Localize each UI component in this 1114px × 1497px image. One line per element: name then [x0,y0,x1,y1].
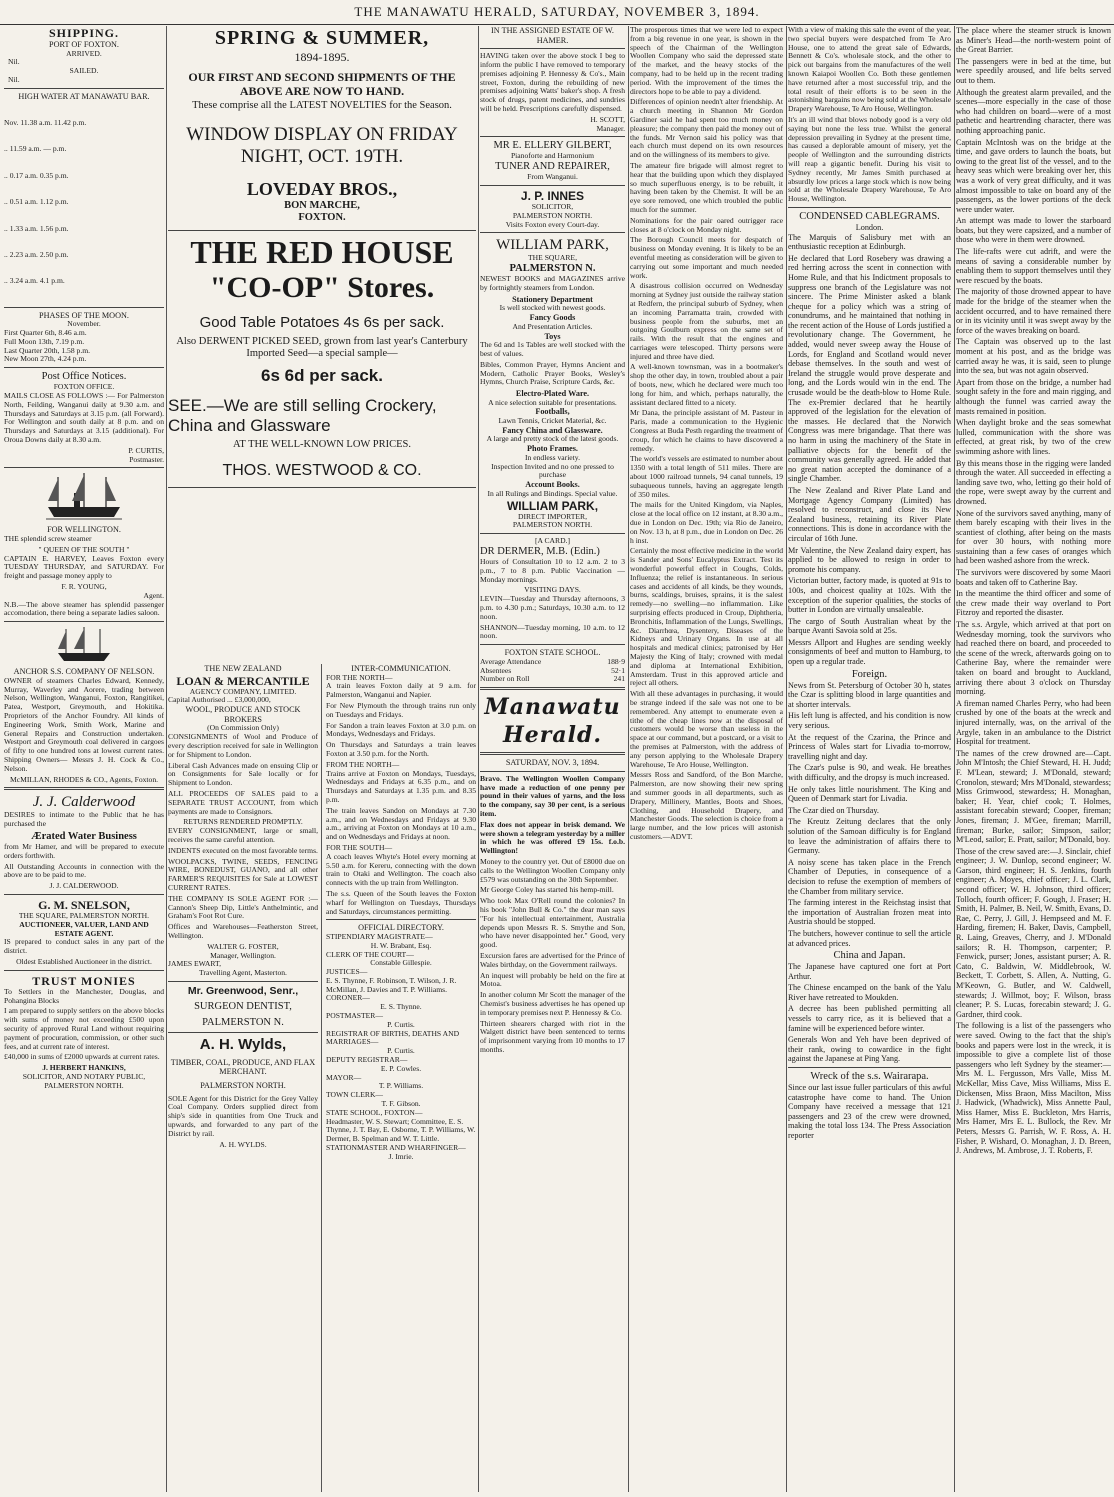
wylds-heading: A. H. Wylds, [199,1035,287,1053]
dermer-hours: Hours of Consultation 10 to 12 a.m. 2 to 3 p.m., 7 to 8 p.m. Public Vaccination — Monday mornings. [480,557,625,584]
park-place2: PALMERSTON NORTH. [512,520,593,530]
directory-entry: T. F. Gibson. [381,1099,421,1109]
china-item: The Japanese have captured one fort at Port Arthur. [788,962,951,981]
tide-row: .. 0.17 a.m. 0.35 p.m. [4,170,69,180]
foreign-item: A noisy scene has taken place in the French Chamber of Deputies, in consequence of a decision to refuse the exemption of members of the Chamber from military service. [788,857,951,896]
wellington-text: CAPTAIN E. HARVEY, Leaves Foxton every TUESDAY THURSDAY, and SATURDAY. For freight and passage money apply to [4,553,164,581]
from-north-heading: FROM THE NORTH— [326,759,400,769]
cable-item: The Marquis of Salisbury met with an enthusiastic reception at Edinburgh. [788,232,951,252]
news-item: Flax does not appear in brisk demand. We were shown a telegram yesterday by a miller in which he was offered £9 15s. f.o.b. Wellington! [480,819,625,856]
scott-sign: H. SCOTT, [590,114,625,124]
nz-text: EVERY CONSIGNMENT, large or small, receives the same careful attention. [168,826,318,844]
wreck-paragraph: The majority of those drowned appear to have made for the bridge of the steamer when the accident occurred, and to have remained there or in its vicinity until it was swept away by the force of the waves breaking on board. [956,287,1111,335]
innes-visits: Visits Foxton every Court-day. [505,219,600,229]
loan-agency-ad [168,664,318,1149]
column-rule [166,26,167,1492]
directory-entry: Headmaster, W. S. Stewart; Committee, E. S. Thynne, J. T. Bay, E. Osborne, T. P. Williams, W. Dermer, B. Spelman and W. T. Little. [326,1116,476,1144]
wellington-nb: N.B.—The above steamer has splendid passenger accomodation, there being a separate ladies saloon. [4,599,164,618]
news-item: Bravo. The Wellington Woollen Company have made a reduction of one penny per pound in their values of yarns, and the loss to the company, say 30 per cent, is a serious item. [480,773,625,818]
wreck-paragraph: The Captain was observed up to the last moment at his post, and as the bridge was carried away he was, it is said, seen to plunge into the sea, but was not again observed. [956,337,1111,376]
news-item: Who took Max O'Rell round the colonies? In his book "John Bull & Co." the dear man says "For his intellectual entertainment, Australia depends upon Messrs R. S. Smythe and Son, who have never disappointed her." Good, very good. [480,896,625,950]
crockery-line: SEE.—We are still selling Crockery, China and Glassware [168,396,437,435]
news-paragraph: Differences of opinion needn't alter friendship. At a church meeting in Shannon Mr Gordon Gardiner said he had spent too much money on pleasure; the company then paid the money out of the funds. Mr Vernon said his policy was that each church must depend on its own resources and on the willingness of its members to give. [630,97,783,160]
cablegrams-heading: CONDENSED CABLEGRAMS. [799,210,940,222]
foreign-item: News from St. Petersburg of October 30 h, states the Czar is splitting blood in large quantities and at shorter intervals. [788,680,951,709]
gilbert-sub: Pianoforte and Harmonium [510,151,595,161]
innes-place: PALMERSTON NORTH. [512,210,593,220]
tide-row: .. 0.51 a.m. 1.12 p.m. [4,197,69,207]
port-heading: PORT OF FOXTON. [49,40,119,49]
visiting-levin: LEVIN—Tuesday and Thursday afternoons, 3 p.m. to 4.30 p.m.; Saturdays, 10.30 a.m. to 12 noon. [480,594,625,621]
account-heading: Account Books. [525,480,580,490]
calderwood-text: DESIRES to intimate to the Public that he has purchased the [4,810,164,829]
china-japan-heading: China and Japan. [833,950,906,962]
school-row [480,675,625,684]
bibles-text: Bibles, Common Prayer, Hymns Ancient and Modern, Catholic Prayer Books, Wesley's Hymns, Church Praise, Scripture Cards, &c. [480,359,625,387]
directory-entry: STATE SCHOOL, FOXTON— [326,1107,423,1117]
news-item: Excursion fares are advertised for the Prince of Wales birthday, on the Government railways. [480,950,625,969]
card-label: [A CARD.] [534,536,571,546]
football-text: Lawn Tennis, Cricket Material, &c. [498,416,607,426]
trust-text: £40,000 in sums of £2000 upwards at current rates. [4,1052,160,1062]
wylds-trade: TIMBER, COAL, PRODUCE, AND FLAX MERCHANT. [170,1057,316,1077]
moon-row: November. [67,319,101,329]
wreck-text: Since our last issue fuller particulars of this awful catastrophe have come to hand. The Union Company have received a message that 121 passengers and 23 of the crew were drowned, making the total loss 134. The Press Association reporter [788,1083,951,1140]
school-label: Number on Roll [480,674,530,684]
park-square: THE SQUARE, [528,253,577,263]
coop-stores-heading: "CO-OP" Stores. [209,271,435,304]
south-text: A coach leaves Whyte's Hotel every morning at 5.50 a.m. for Kereru, connecting with the down train to Otaki and Wellington. The coach also connects with the up train from Wellington. [326,851,476,888]
nz-text: ALL PROCEEDS OF SALES paid to a SEPARATE TRUST ACCOUNT, from which payments are made to Consignors. [168,788,318,816]
ship-icon [54,625,114,665]
wreck-paragraph: The survivors were discovered by some Maori boats and taken off to Catherine Bay. [956,568,1111,587]
news-paragraph: Mr Dana, the principle assistant of M. Pasteur in Paris, made a communication to the Hygienic Congress at Buda Pesth regarding the treatment of croup, for which he claims to have discovered a remedy. [630,408,783,453]
nz-capital: Capital Authorised ... £3,000,000, [168,695,271,705]
directory-entry: DEPUTY REGISTRAR— [326,1055,408,1065]
north-text: For Sandon a train leaves Foxton at 3.0 p.m. on Mondays, Wednesdays and Fridays. [326,720,476,739]
gilbert-heading: MR E. ELLERY GILBERT, [493,140,612,152]
trust-monies-heading: TRUST MONIES [32,973,136,988]
trust-sign: J. HERBERT HANKINS, [42,1063,126,1073]
news-paragraph: The world's vessels are estimated to number about 1350 with a total length of 511 miles. There are about 1000 railroad tunnels, 94 canal tunnels, 19 subaqueous tunnels, having an aggregate length of 350 miles. [630,454,783,499]
china-item: Generals Won and Yeh have been deprived of their rank, owing to cowardice in the fight against the Japanese at Ping Yang. [788,1035,951,1064]
directory-entry: E. S. Thynne, F. Robinson, T. Wilson, J. R. McMillan, J. Davies and T. P. Williams. [326,975,457,994]
directory-entry: CLERK OF THE COURT— [326,949,414,959]
column-rule [954,26,955,1492]
directory-entry: POSTMASTER— [326,1011,383,1021]
account-text: In all Rulings and Bindings. Special value. [487,488,618,498]
snelson-text: Oldest Established Auctioneer in the district. [16,956,152,966]
directory-entry: JUSTICES— [326,967,368,977]
from-wanganui: From Wanganui. [527,172,578,182]
nz-sign: WALTER G. FOSTER, [207,941,279,951]
toys-heading: Toys [544,331,561,341]
anchor-agents: McMILLAN, RHODES & CO., Agents, Foxton. [9,774,159,784]
directory-entry: E. P. Cowles. [380,1063,422,1073]
school-heading: FOXTON STATE SCHOOL. [504,648,601,658]
news-paragraph: A well-known townsman, was in a bootmaker's shop the other day, in town, troubled about a pair of boots, new, which he declared were much too long for him, and which, perhaps naturally, the assistant declared fitted to a nicety. [630,362,783,407]
wreck-paragraph: The life-rafts were cut adrift, and were the means of saving a considerable number by enabling them to support themselves until they were rescued by the boats. [956,247,1111,285]
directory-entry: STATIONMASTER AND WHARFINGER— [326,1143,466,1153]
school-label: Average Attendance [480,656,542,666]
cable-item: The New Zealand and River Plate Land and Mortgage Agency Company (Limited) has resolved to reconstruct, and close its New Zealand business, retaining its River Plate connections. This is done in accordance with the circular of 16th June. [788,485,951,543]
nz-ewart: JAMES EWART, [168,959,221,969]
anchor-heading: ANCHOR S.S. COMPANY OF NELSON. [13,667,155,677]
foreign-item: The Czar died on Thursday. [788,805,879,815]
post-office-heading: Post Office Notices. [41,371,127,383]
herald-date: SATURDAY, NOV. 3, 1894. [505,758,600,768]
south-text: The s.s. Queen of the South leaves the Foxton wharf for Wellington on Tuesdays, Thursdays and Saturdays, circumstances permitting. [326,888,476,916]
cable-item: Messrs Allport and Hughes are sending weekly consignments of beef and mutton to Hamburg, to open up a regular trade. [788,637,951,667]
news-paragraph: Messrs Ross and Sandford, of the Bon Marche, Palmerston, are now showing their new spring and summer goods in all departments, such as Drapery, Millinery, Mantles, Boots and Shoes, Clothing, and Household Drapery, and Manchester Goods. The selection is choice from a large number, and the low prices will astonish customers.—ADVT. [630,770,783,841]
nz-heading: THE NEW ZEALAND [204,664,282,673]
news-paragraph: The mails for the United Kingdom, via Naples, close at the local office on 12 instant, at 8.30 a.m., due in London on Dec. 19th; via Rio de Janeiro, on Nov. 13 h, at 8 p.m., due in London on Dec. 26 h inst. [630,500,783,545]
innes-heading: J. P. INNES [520,188,585,203]
directory-entry: E. S. Thynne. [380,1002,422,1012]
wreck-paragraph: The place where the steamer struck is known as Miner's Head—the north-western point of the Great Barrier. [956,26,1111,55]
cable-item: Mr Valentine, the New Zealand dairy expert, has applied to be allowed to resign in order to promote his company. [788,545,951,574]
wellington-text: THE splendid screw steamer [4,534,92,544]
north-heading: FOR THE NORTH— [326,672,393,682]
derwent-text: Also DERWENT PICKED SEED, grown from last year's Canterbury Imported Seed—a special sample— [176,336,468,359]
greenwood-heading: Mr. Greenwood, Senr., [187,984,299,997]
news-paragraph: With a view of making this sale the event of the year, two special buyers were despatched from Te Aro House, one to attend the great sale of Edwards, Bennett & Co's. wholesale stock, and the other to pick out bargains from the manufactures of the well known Kaiapoi Woollen Co. Both these gentlemen have returned after a most successful trip, and the total result of their efforts is to be seen in the astonishing bargains now being sold at the Wholesale Drapery Warehouse, Te Aro House, Wellington. [788,26,951,114]
official-directory-heading: OFFICIAL DIRECTORY. [358,923,444,933]
north-text: For New Plymouth the through trains run only on Tuesdays and Fridays. [326,700,476,719]
moon-row: New Moon 27th, 4.24 p.m. [4,354,87,364]
bon-marche: BON MARCHE, [284,200,360,211]
masthead [0,0,1114,25]
wreck-paragraph: The passengers were in bed at the time, but were speedily aroused, and life belts served out to them. [956,56,1111,85]
china-text: A large and pretty stock of the latest goods. [486,434,619,444]
wreck-heading: Wreck of the s.s. Wairarapa. [810,1071,929,1083]
steamer-icon [44,471,124,523]
nz-text: Liberal Cash Advances made on ensuing Clip or on Consignments for Sale locally or for Shipment to London. [168,760,318,788]
nz-text: THE COMPANY IS SOLE AGENT FOR :—Cannon's Sheep Dip, Little's Anthelmintic, and Graham's Foot Rot Cure. [168,893,318,921]
intercommunication [326,664,476,1162]
cable-item: The cargo of South Australian wheat by the barque Avanti Savoia sold at 25s. [788,616,951,636]
from-north-text: The train leaves Sandon on Mondays at 7.30 a.m., and on Wednesdays and Fridays at 9.30 a.m., arriving at Foxton on Mondays at 10 a.m., and on Wednesdays and Fridays at noon. [326,805,476,842]
news-item: An inquest will probably be held on the fire at Motoa. [480,970,625,989]
wellington-sign: F. R. YOUNG, [61,582,107,592]
column-6 [956,26,1111,1492]
cable-item: He declared that Lord Rosebery was drawing a red herring across the scent in connection with Home Rule, and that his Indictment proposals to suppress one branch of the Legislature was not sincere. The Prime Minister asked a blank cheque for a policy which was a string of conundrums, and he maintained that nothing in the recent action of the House of Lords justified a revolutionary change. The Government, he added, would never sweep away the House of Lords, for England and Scotland would never debase themselves. In the south and west of Ireland the struggle would prove desperate and long, and the Lords would win in the end. The crusade would be the death-blow to Home Rule. The ex-Premier declared that he heartily approved of the legislation for the elevation of the masses. He declared that the Norwich Congress was mere brigandage. That there was no harm in using the machinery of the State in palliative objects for the benefit of the community was generally agreed. He added that no great nation accepted the dominance of a single Chamber. [788,253,951,484]
school-label: Absentees [480,665,512,675]
photo-heading: Photo Frames. [527,444,578,454]
directory-list [326,933,476,1162]
wreck-paragraph: Those of the crew saved are:—J. Sinclair, chief engineer; J. W. Dunlop, second engineer; W. Garson, third engineer; H. S. Jenkins, fourth engineer; A. Moyes, chief officer; J. L. Clark, second officer; W. H. Johnson, third officer; Tolloch, fourth officer; F. Gough, J. Fraser; H. Smith, H. Palmer, B. Neil, W. Smith, Evans, D. Rae, C. Perry, J. Gill, J. Hempseed and M. F. Harding, firemen; H. Baker, Davis, Campbell, R. Laing, Greaves, Cherry, and J. M'Donald sailors; R. H. Thompson, carpenter; P. Fenwick, purser; Jones, assistant purser; A. R. Cato, C. Baldwin, W. Middlebrook, W. Beckett, T. Corbett, S. Allen, A. Nutting, G. M'Keown, G. Butler, and W. Caldwell, stewards; J. Willmot, boy; F. Wilson, brass cleaner; P. S. Lucas, forecabin steward; J. G. Gardner, third cook. [956,846,1111,1019]
wreck-paragraph: None of the survivors saved anything, many of them barely escaping with their lives in the scantiest of clothing, after being on the masts for over 30 hours, with nothing more sustaining than a few cases of oranges which had been washed ashore from the wreck. [956,508,1111,566]
nz-commission: (On Commission Only) [207,723,279,733]
scott-role: Manager. [596,123,625,133]
herald-nameplate: Manawatu Herald. [484,694,621,749]
price-line: 6s 6d per sack. [261,366,383,385]
wreck-paragraph: The names of the crew drowned are—Capt. John M'Intosh; the Chief Steward, H. H. Judd; F. M'Lean, steward; J. M'Donald, steward; Cronolon, steward; Mrs M'Donald, stewardess; Miss Grimwood, stewardess; H. Monaghan, baker; H. Year, chief cook; T. Holmes, assistant forecabin steward; Cooper, fireman; Jones, fireman; J. M'Gee, fireman; Marrill, fireman; Burke, sailor; Simpson, sailor; M'Leod, sailor; E. Pratt, sailor; M'Donald, boy. [956,748,1111,845]
potatoes-line: Good Table Potatoes 4s 6s per sack. [199,314,445,331]
shipping-heading: SHIPPING. [48,26,119,40]
wylds-sign: A. H. WYLDS. [219,1139,267,1149]
stationery-heading: Stationery Department [512,294,593,304]
news-paragraph: The prosperous times that we were led to expect from a big revenue in one year, is shown in the speech of the Chairman of the Wellington Woollen Company who said the depressed state of the market, and the heavy stocks of the company, had to be held up in the recent trading period. With the improvement of the times the directors hope to be able to pay a dividend. [630,26,783,96]
nz-loan: LOAN & MERCANTILE [176,673,310,688]
park-heading: WILLIAM PARK, [496,237,609,254]
loveday-bros: LOVEDAY BROS., [246,179,398,199]
fancy-text: And Presentation Articles. [512,321,593,331]
london-heading: London. [855,222,884,232]
foreign-item: His left lung is affected, and his condition is now very serious. [788,711,951,731]
tuner-line: TUNER AND REPAIRER, [495,161,610,173]
nz-text: RETURNS RENDERED PROMPTLY. [183,817,303,827]
tide-row: .. 1.33 a.m. 1.56 p.m. [4,223,69,233]
sailed-label: SAILED. [69,66,99,76]
wreck-paragraph: The s.s. Argyle, which arrived at that port on Wednesday morning, took the survivors who had reached there on board, and proceeded to the scene of the wreck, afterwards going on to Catherine Bay, where the remainder were taken on board and brought to Auckland, arriving there about 3 o'clock on Thursday morning. [956,620,1111,697]
nz-ewart-role: Travelling Agent, Masterton. [199,968,287,978]
stationery-text: Is well stocked with newest goods. [499,303,606,313]
trust-role: SOLICITOR, AND NOTARY PUBLIC, [22,1071,146,1081]
tide-row: .. 3.24 a.m. 4.1 p.m. [4,276,65,286]
anchor-text: OWNER of steamers Charles Edward, Kennedy, Murray, Waverley and Aorere, trading between Nelson, Wellington, Wanganui, Foxton, Rangitikei, Patea, Westport, Greymouth, and Hokitika. Proprietors of the Anchor Foundry. All kinds of Engineering Work, Smith Work, Marine and General Repairs and Construction undertaken. Westport and Greymouth coal delivered in cargoes of fifty to one hundred tons at lowest current rates. Shipping Owners— Messrs J. H. Cock & Co., Nelson. [4,675,164,773]
westwood-sign: THOS. WESTWOOD & CO. [222,462,422,479]
wellington-heading: FOR WELLINGTON. [47,525,121,535]
moon-row: Full Moon 13th, 7.19 p.m. [4,336,85,346]
spring-heading: SPRING & SUMMER, [214,27,430,49]
foreign-item: The butchers, however continue to sell the article at advanced prices. [788,928,951,948]
football-heading: Footballs, [535,407,570,417]
calderwood-business: Ærated Water Business [31,830,137,842]
nz-text: INDENTS executed on the most favorable terms. [168,845,318,855]
calderwood-text: All Outstanding Accounts in connection with the above are to be paid to me. [4,861,164,880]
wreck-paragraph: When daylight broke and the seas somewhat lulled, communication with the shore was effected, at great risk, by two of the crew swimming ashore with lines. [956,418,1111,456]
dermer-heading: DR DERMER, M.B. (Edin.) [480,546,600,558]
north-text: A train leaves Foxton daily at 9 a.m. for Palmerston, Wanganui and Napier. [326,681,476,700]
school-value: 52·1 [611,665,625,675]
nz-wool: WOOL, PRODUCE AND STOCK BROKERS [185,705,301,724]
news-paragraph: A disastrous collision occurred on Wednesday morning at Sydney just outside the railway station at Redfern, the principal suburb of Sydney, when an incoming Parramatta train, crowded with business people from the suburbs, met an outgoing Goulburn express on the same set of rails. With the result that the engines and carriages were telescoped. Thirty persons were injured and three have died. [630,281,783,361]
news-paragraph: It's an ill wind that blows nobody good is a very old saying but none the less true. Whilst the general depression prevailing in Sydney at the present time, has caused a deplorable amount of misery, yet the people of Wellington and the surrounding districts will reap a gigantic benefit. During his visit to Sydney recently, Mr James Smith purchased at absurdly low prices a large stock which is now being sold at the Wholesale Drapery Warehouse, Te Aro House, Wellington. [788,114,951,204]
wylds-text: SOLE Agent for this District for the Grey Valley Coal Company. Orders supplied direct from ship's side in quantities from One Truck and upwards, and forwarded to any part of the District by rail. [168,1093,318,1138]
moon-heading: PHASES OF THE MOON. [39,310,129,320]
directory-entry: T. P. Williams. [378,1081,424,1091]
column-3 [480,26,625,1492]
news-paragraph: Nominations for the pair oared outrigger race closes at 8 o'clock on Monday night. [630,215,783,234]
news-item: Money to the country yet. Out of £8000 due on calls to the Wellington Woollen Company only £579 was outstanding on the 30th September. [480,856,625,884]
trust-text: I am prepared to supply settlers on the above blocks with sums of money not exceeding £500 upon security of approved Rural Land without requiring payment of procuration, commission, or other such fees, and at current rate of interest. [4,1006,164,1051]
foreign-item: The Kreutz Zeitung declares that the only solution of the Samoan difficulty is for England to leave the administration of affairs there to Germany. [788,817,951,856]
nz-text: CONSIGNMENTS of Wool and Produce of every description received for sale in Wellington or for Shipment to London. [168,732,318,759]
post-office-text: MAILS CLOSE AS FOLLOWS :— For Palmerston North, Feilding, Wanganui daily at 9.30 a.m. and Thursdays and Saturdays at 3.15 p.m. (all Forward). For Wellington and south daily at 8 p.m. and on Thursdays and Saturdays at 3.15 (additional). For Oroua Downs daily at 8.30 a.m. [4,391,164,445]
spring-text: OUR FIRST AND SECOND SHIPMENTS OF THE ABOVE ARE NOW TO HAND. [188,70,456,98]
news-paragraph: The Borough Council meets for despatch of business on Monday evening. It is likely to be an eventful meeting as consideration will be given to carrying out some important and much needed work. [630,235,783,280]
nz-text: WOOLPACKS, TWINE, SEEDS, FENCING WIRE, BONEDUST, GUANO, and all other FARMER'S REQUISITES for Sale at LOWEST CURRENT RATES. [168,856,318,892]
electro-text: A nice selection suitable for presentations. [488,397,617,407]
news-item: Mr George Coley has started his hemp-mill. [480,885,614,895]
foxton-label: FOXTON. [298,212,346,223]
directory-entry: J. Imrie. [388,1151,414,1161]
directory-entry: P. Curtis. [387,1019,415,1029]
trust-place: PALMERSTON NORTH. [44,1080,124,1090]
column-5 [788,26,951,1492]
innes-role: SOLICITOR, [531,201,574,211]
palmerston-line: PALMERSTON N. [202,1016,284,1028]
tide-table [4,101,164,303]
snelson-address: THE SQUARE, PALMERSTON NORTH. [18,910,150,920]
moon-row: First Quarter 6th, 8.46 a.m. [4,328,87,338]
photo-text: In endless variety. [525,452,580,462]
north-text: On Thursdays and Saturdays a train leaves Foxton at 3.50 p.m. for the North. [326,740,476,758]
tide-row: .. 2.23 a.m. 2.50 p.m. [4,249,69,259]
toys-text: The 6d and 1s Tables are well stocked with the best of values. [480,340,625,358]
snelson-heading: G. M. SNELSON, [38,897,130,912]
calderwood-sign: J. J. CALDERWOOD. [49,881,119,891]
assigned-estate-heading: IN THE ASSIGNED ESTATE OF W. HAMER. [491,26,614,45]
directory-entry: TOWN CLERK— [326,1090,384,1100]
school-value: 241 [613,674,625,684]
foreign-item: The farming interest in the Reichstag insist that the importation of Australian frozen meat into Austria should be stopped. [788,898,951,927]
trust-text: To Settlers in the Manchester, Douglas, and Pohangina Blocks [4,986,164,1005]
hamer-text: HAVING taken over the above stock I beg to inform the public I have removed to temporary premises adjoining P. Hennessy & Co's., Main street, Foxton, during the rebuilding of new premises adjoining Watts' baker's shop. A fresh stock of drugs, patent medicines, and sundries will be held. Prescriptions carefully dispensed. [480,51,625,113]
foreign-item: He only takes little nourishment. The King and Queen of Denmark start for Livadia. [788,784,951,804]
school-table [480,658,625,684]
wreck-paragraph: A fireman named Charles Perry, who had been crushed by one of the boats at the wreck and injured internally, was, on the arrival of the Argyle, taken in an ambulance to the District Hospital for treatment. [956,698,1111,747]
news-paragraph: With all these advantages in purchasing, it would be strange indeed if the sale was not one to be remembered. Any attempt to enumerate even a tithe of the cheap lines now at the disposal of customers would be worse than useless in the space at our command, but a postcard, or a visit to the premises at Palmerston, with the address of any person applying to the Wholesale Drapery Warehouse, Te Aro House, Wellington. [630,689,783,769]
wreck-paragraph: Apart from those on the bridge, a number had sought safety in the fore and main rigging, and although the funnel was carried away the masts remained in position. [956,377,1111,416]
spring-text: These comprise all the LATEST NOVELTIES for the Season. [192,100,452,111]
column-1 [4,26,164,1492]
wylds-place: PALMERSTON NORTH. [200,1081,286,1091]
column-rule [628,26,629,1492]
directory-entry: Constable Gillespie. [370,958,432,968]
news-item: Thirteen shearers charged with riot in the Walgett district have been sentenced to terms of imprisonment varying from 10 months to 17 months. [480,1018,625,1054]
south-heading: FOR THE SOUTH— [326,842,393,852]
wreck-paragraph: Although the greatest alarm prevailed, and the scenes—more especially in the case of those who had children on board—were of a most pathetic and heartrending character, there was nothing approaching panic. [956,87,1111,135]
wreck-paragraph: In the meantime the third officer and some of the crew made their way overland to Port Fitzroy and reported the disaster. [956,589,1111,618]
directory-entry: H. W. Brabant, Esq. [370,940,432,950]
moon-row: Last Quarter 20th, 1.58 p.m. [4,345,91,355]
sailed-value: Nil. [8,74,20,84]
steamer-name: " QUEEN OF THE SOUTH " [38,544,130,554]
inspection-text: Inspection Invited and no one pressed to purchase [491,461,614,480]
foreign-item: The Czar's pulse is 90, and weak. He breathes with difficulty, and the dropsy is much increased. [788,763,951,782]
snelson-role: AUCTIONEER, VALUER, LAND AND ESTATE AGENT. [19,919,149,938]
spring-years: 1894-1895. [294,50,350,64]
column-4 [630,26,783,1492]
directory-entry: STIPENDIARY MAGISTRATE— [326,931,433,941]
china-heading: Fancy China and Glassware. [502,425,603,435]
post-office-sub: FOXTON OFFICE. [53,382,115,392]
news-paragraph: The amateur fire brigade will almost regret to hear that the building upon which they displayed so much superfluous energy, is to be rebuilt, it having been taken by the Chemist. It will be an eye sore removed, one which troubled the public much for the summer. [630,160,783,214]
calderwood-heading: J. J. Calderwood [32,794,136,811]
arrived-value: Nil. [8,57,20,67]
foreign-heading: Foreign. [851,668,888,680]
nz-text: Offices and Warehouses—Featherston Street, Wellington. [168,922,318,940]
school-value: 188·9 [607,656,625,666]
column-rule [321,664,322,1492]
directory-entry: CORONER— [326,993,370,1003]
park-text: NEWEST BOOKS and MAGAZINES arrive by fortnightly steamers from London. [480,274,625,292]
fancy-heading: Fancy Goods [529,313,576,323]
news-item: In another column Mr Scott the manager of the Chemist's business advertises he has opened up in temporary premises next P. Hennessy & Co. [480,990,625,1017]
high-water-heading: HIGH WATER AT MANAWATU BAR. [18,91,150,101]
park-importer: DIRECT IMPORTER, [517,511,588,521]
prices-line: AT THE WELL-KNOWN LOW PRICES. [232,439,411,450]
wreck-paragraph: An attempt was made to lower the starboard boats, but they were capsized, and a number of those who were in them were drowned. [956,216,1111,245]
nz-sub: AGENCY COMPANY, LIMITED. [189,686,297,696]
arrived-label: ARRIVED. [66,48,102,58]
post-office-role: Postmaster. [129,454,164,464]
china-item: The Chinese encamped on the bank of the Yalu River have retreated to Moukden. [788,983,951,1002]
china-item: A decree has been published permitting all vessels to carry rice, as it is believed that a famine will be experienced before winter. [788,1004,951,1033]
park-sign: WILLIAM PARK, [506,498,599,513]
inter-heading: INTER-COMMUNICATION. [351,664,451,673]
column-rule [786,26,787,1492]
masthead-title: THE MANAWATU HERALD, SATURDAY, NOVEMBER 3, 1894. [354,4,760,19]
window-display: WINDOW DISPLAY ON FRIDAY NIGHT, OCT. 19TH. [186,124,458,167]
column-rule [478,26,479,1492]
foreign-item: At the request of the Czarina, the Prince and Princess of Wales start for Livadia to-morrow, travelling night and day. [788,732,951,761]
surgeon-line: SURGEON DENTIST, [194,1000,292,1012]
tide-row: .. 11.59 a.m. — p.m. [4,144,67,154]
moon-list [4,320,164,364]
electro-heading: Electro-Plated Ware. [515,389,590,399]
cable-item: Victorian butter, factory made, is quoted at 91s to 100s, and choicest quality at 102s. With the exception of the superior qualities, the stocks of butter in London are virtually unsaleable. [788,576,951,615]
tide-row: Nov. 11.38 a.m. 11.42 p.m. [4,117,87,127]
nz-role: Manager, Wellington. [210,950,276,960]
wreck-paragraph: By this means those in the rigging were landed through the water. All succeeded in effecting a landing save two, who, letting go their hold of the rope, were swept away by the current and drowned. [956,458,1111,506]
park-place: PALMERSTON N. [509,263,596,275]
wreck-paragraph: Captain McIntosh was on the bridge at the time, and gave orders to launch the boats, but owing to the great list of the vessel, and to the heavy seas which were breaking over her, this was a work of very great difficulty, and it was almost impossible to take on board any of the passengers, as the lower portions of the deck were under water. [956,137,1111,214]
column-2 [168,26,476,1492]
snelson-text: IS prepared to conduct sales in any part of the district. [4,937,164,956]
wreck-paragraph: The following is a list of the passengers who were saved. Owing to the fact that the ship's books and papers were lost in the wreck, it is impossible to give a complete list of those passengers who left Sydney by the steamer:—Mrs M. L. Fergusson, Mrs Valle, Miss M. McKellar, Miss Cave, Miss Williams, Miss E. Dickensen, Miss Braon, Miss Macilton, Miss J. Hadwick, (Whadwick), Miss Annette Paul, Miss Hamer, Miss E. Buckleton, Mrs Harris, Mrs Hamer, Mrs E. L. Bullock, the Rev. Mr Peters, Messrs G. Parrish, W. F. Ross, A. H. Fisher, P. Wishard, O. Monaghan, J. D. Breen, J. Andrews, M. Ambrose, J. T. Roberts, F. [956,1021,1111,1156]
news-paragraph: Certainly the most effective medicine in the world is Sander and Sons' Eucalyptus Extract. Test its wonderful powerful effect in Coughs, Colds, Influenza; the relief is instantaneous. In serious cases and accidents of all kinds, be they wounds, burns, scaldings, bruises, sprains, it is the salest remedy—no swelling—no inflammation. Like surprising effects produced in Croup, Diphtheria, Bronchitis, Inflammation of the Lungs, Swellings, &c. Diarrhœa, Dysentery, Diseases of the Kidneys and Urinary Organs. In use at all hospitals and medical clinics; patronised by Her Majesty the King of Italy; crowned with medal and diploma at International Exhibition, Amsterdam. Trust in this approved article and reject all others. [630,546,783,688]
calderwood-text: from Mr Hamer, and will be prepared to execute orders forthwith. [4,841,164,860]
visiting-heading: VISITING DAYS. [524,585,581,595]
directory-entry: P. Curtis. [387,1046,415,1056]
visiting-shannon: SHANNON—Tuesday morning, 10 a.m. to 12 noon. [480,622,625,641]
wellington-role: Agent. [143,590,164,600]
directory-entry: MAYOR— [326,1072,362,1082]
directory-entry: REGISTRAR OF BIRTHS, DEATHS AND MARRIAGES— [326,1028,460,1047]
post-office-sign: P. CURTIS, [128,445,164,455]
red-house-heading: THE RED HOUSE [190,234,454,270]
from-north-text: Trains arrive at Foxton on Mondays, Tuesdays, Wednesdays and Fridays at 6.35 p.m., and on Thursdays and Saturdays at 1.35 p.m. and 8.35 p.m. [326,768,476,804]
